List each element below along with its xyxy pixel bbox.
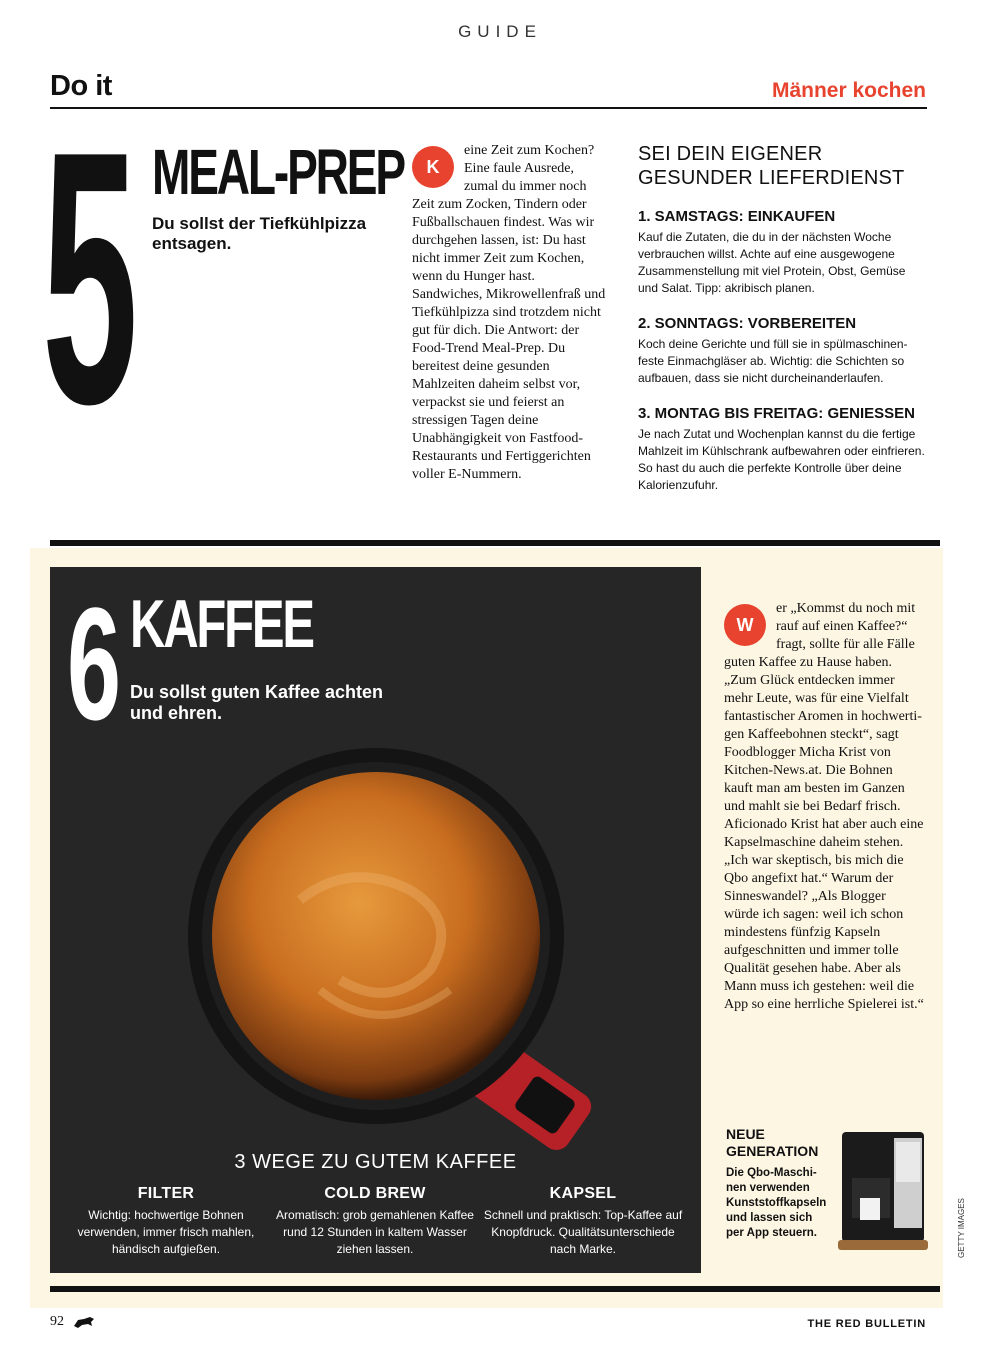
sidebar-box [638, 142, 928, 512]
section-tag: Männer kochen [771, 79, 926, 102]
way-text: Wichtig: hochwertige Bohnen verwenden, immer frisch mahlen, händisch aufgießen. [77, 1208, 255, 1256]
photo-credit: GETTY IMAGES [957, 1198, 966, 1258]
article-body [724, 600, 924, 1014]
step [638, 315, 928, 387]
drop-cap: W [724, 604, 766, 646]
section-rule-bottom [50, 1286, 940, 1292]
way-text: Schnell und praktisch: Top-Kaffee auf Knopfdruck. Qualitätsunterschiede nach Marke. [483, 1208, 683, 1256]
number-five [40, 130, 140, 420]
article-title: MEAL-PREP [152, 136, 404, 208]
way-heading: COLD BREW [324, 1185, 426, 1202]
running-head: GUIDE [458, 22, 542, 41]
footer-brand: THE RED BULLETIN [807, 1318, 926, 1330]
section-title: Do it [50, 70, 112, 102]
step [638, 405, 928, 494]
article-text: er „Kommst du noch mit rauf auf einen Kaffee?“ fragt, sollte für alle Fälle guten Kaffee zu Hause haben. „Zum Glück entdecken immer mehr Leute, was für eine Vielfalt fantastischer Aromen in hochwertigen Kaffeebohnen steckt“, sagt Foodblogger Micha Krist von Kitchen-News.at. Die Bohnen kauft man am besten im Ganzen und mahlt sie bei Bedarf frisch. Aficionado Krist hat aber auch eine Kapselmaschine daheim stehen. „Ich war skeptisch, bis mich die Qbo angefixt hat.“ Warum der Sinneswandel? „Als Blogger würde ich sagen: weil ich schon mindestens fünfzig Kapseln aufgeschnitten und immer tolle Qualität gesehen habe. Aber als Mann muss ich gestehen: weil die App so eine herrliche Spielerei ist.“ [724, 601, 924, 1012]
caption-heading: NEUE GENERATION [726, 1126, 819, 1159]
article-body [412, 142, 607, 484]
step-text: Je nach Zutat und Wochenplan kannst du die fertige Mahlzeit im Kühlschrank aufbewahren oder einfrieren. So hast du auch die perfekte Kontrolle über deine Kalorienzufuhr. [638, 427, 925, 492]
photo-caption [726, 1126, 831, 1241]
step [638, 208, 928, 297]
way-item [483, 1185, 683, 1258]
article-subtitle: Du sollst der Tiefkühlpizza entsagen. [152, 214, 367, 253]
way-item [275, 1185, 475, 1258]
caption-text: Die Qbo-Maschinen verwenden Kunststoffkapseln und lassen sich per App steuern. [726, 1167, 827, 1239]
coffee-cup-illustration [180, 740, 640, 1160]
sidebar-title: SEI DEIN EIGENER GESUNDER LIEFERDIENST [638, 143, 905, 189]
article-title: KAFFEE [130, 586, 313, 662]
page-number: 92 [50, 1314, 64, 1329]
step-heading: 1. SAMSTAGS: EINKAUFEN [638, 208, 836, 225]
step-heading: 3. MONTAG BIS FREITAG: GENIESSEN [638, 405, 915, 422]
way-heading: KAPSEL [549, 1185, 617, 1202]
svg-text:5: 5 [42, 130, 138, 420]
article-text: eine Zeit zum Kochen? Eine faule Ausrede, zumal du immer noch Zeit zum Zocken, Tindern oder Fußballschauen findest. Was wir durchgehen lassen, ist: Du hast nicht immer Zeit zum Kochen, wenn du Hunger hast. Sandwiches, Mikrowellenfraß und Tiefkühlpizza sind trotzdem nicht gut für dich. Die Antwort: der Food-Trend Meal-Prep. Du bereitest deine gesunden Mahlzeiten daheim selbst vor, verpackst sie und feierst an stressigen Tagen deine Unabhängigkeit von Fastfood-Restaurants und Fertiggerichten voller E-Nummern. [412, 143, 606, 482]
coffee-machine-image [836, 1128, 932, 1256]
way-item [66, 1185, 266, 1258]
bull-icon [72, 1314, 96, 1330]
number-six [66, 597, 122, 727]
svg-text:6: 6 [67, 597, 121, 727]
way-text: Aromatisch: grob gemahlenen Kaffee rund 12 Stunden in kaltem Wasser ziehen lassen. [276, 1208, 474, 1256]
step-heading: 2. SONNTAGS: VORBEREITEN [638, 315, 857, 332]
header-rule [50, 107, 927, 109]
article-subtitle: Du sollst guten Kaffee achten und ehren. [130, 682, 384, 723]
ways-title: 3 WEGE ZU GUTEM KAFFEE [234, 1151, 517, 1173]
section-rule [50, 540, 940, 546]
drop-cap: K [412, 146, 454, 188]
way-heading: FILTER [137, 1185, 195, 1202]
step-text: Kauf die Zutaten, die du in der nächsten Woche verbrauchen willst. Achte auf eine ausgewogene Zusammenstellung mit viel Protein, Obst, Gemüse und Salat. Tipp: akribisch planen. [638, 230, 906, 295]
step-text: Koch deine Gerichte und füll sie in spülmaschinenfeste Einmachgläser ab. Wichtig: die Schichten so aufbauen, dass sie nicht durcheinanderlaufen. [638, 337, 908, 385]
